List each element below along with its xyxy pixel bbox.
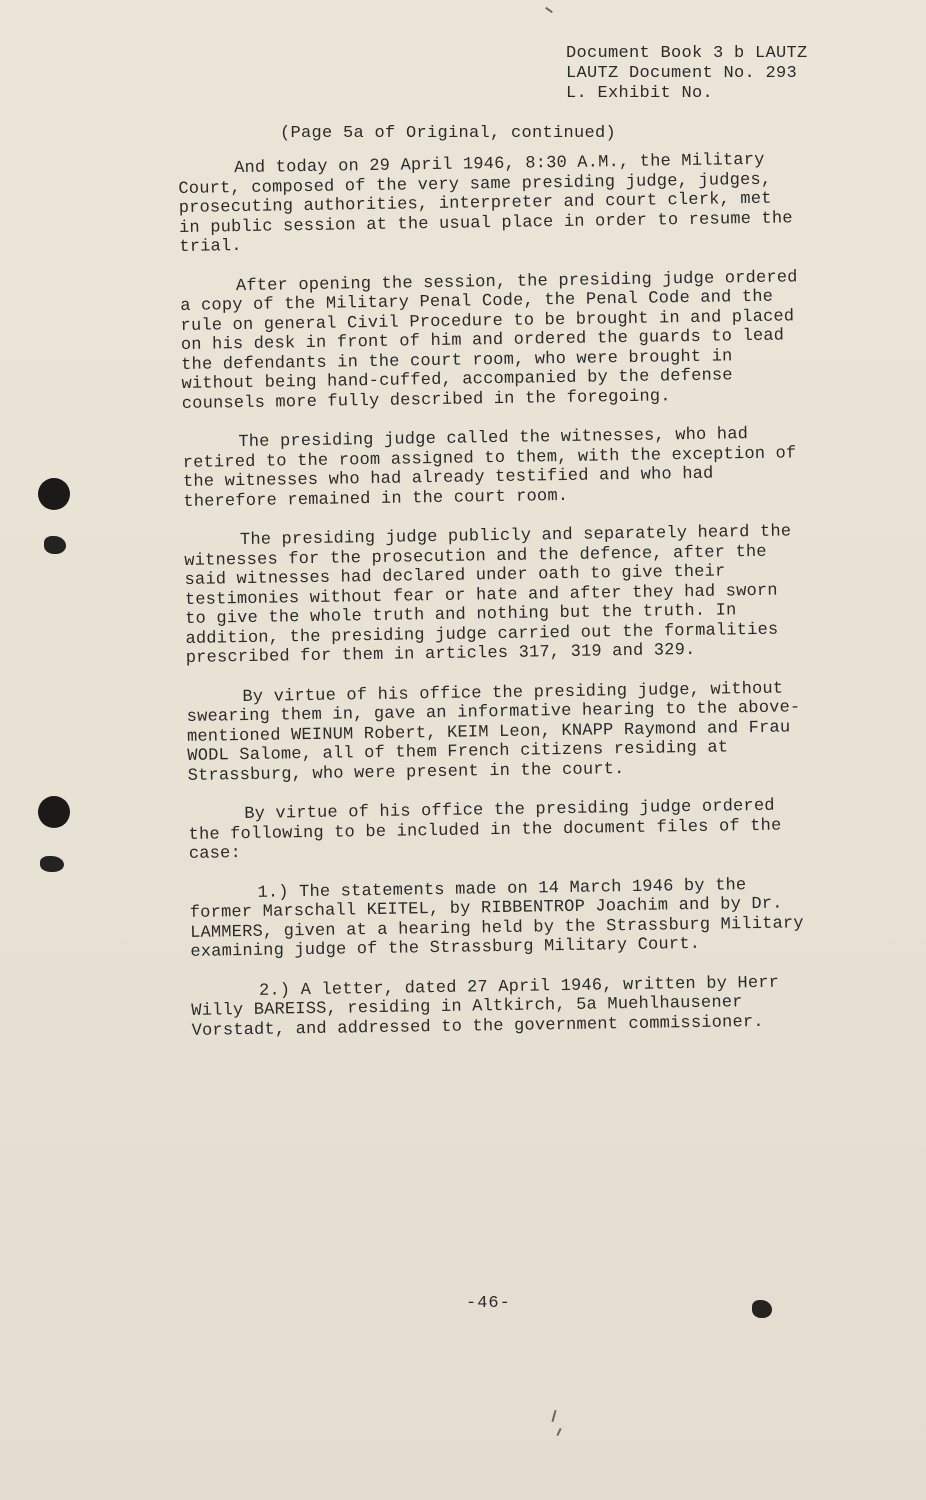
paragraph: By virtue of his office the presiding judge, without swearing them in, gave an informative hearing to the above-mentioned WEINUM Robert, KEIM Leon, KNAPP Raymond and Frau WODL Salome, all of them French citizens residing at Strassburg, who were present in the court. (186, 679, 801, 786)
paragraph: And today on 29 April 1946, 8:30 A.M., the Military Court, composed of the very same presiding judge, judges, prosecuting authorities, interpreter and court clerk, met in public session at the usual place in order to resume the trial. (178, 150, 793, 257)
paragraph: After opening the session, the presiding judge ordered a copy of the Military Penal Code, the Penal Code and the rule on general Civil Procedure to be brought in and placed on his desk in front of him and ordered the guards to lead the defendants in the court room, who were brought in without being hand-cuffed, accompanied by the defense counsels more fully described in the foregoing. (180, 267, 798, 414)
paragraph: The presiding judge called the witnesses, who had retired to the room assigned to them, with the exception of the witnesses who had already testified and who had therefore remained in the court room. (182, 425, 797, 512)
page-number: -46- (466, 1294, 511, 1313)
header-exhibit-number: L. Exhibit No. (566, 84, 714, 103)
paragraph: The presiding judge publicly and separately heard the witnesses for the prosecution and the defence, after the said witnesses had declared under oath to give their testimonies without fear or hate and after they had sworn to give the whole truth and nothing but the truth. In addition, the presiding judge carried out the formalities prescribed for them in articles 317, 319 and 329. (184, 522, 792, 668)
header-document-number: LAUTZ Document No. 293 (566, 64, 798, 83)
list-item: 1.) The statements made on 14 March 1946 by the former Marschall KEITEL, by RIBBENTROP Joachim and by Dr. LAMMERS, given at a hearing held by the Strassburg Military examining judge of the Strassburg Military Court. (189, 875, 804, 962)
page-reference: (Page 5a of Original, continued) (280, 124, 617, 143)
ink-mark (44, 536, 66, 554)
punch-hole-bottom (38, 796, 70, 828)
ink-mark (752, 1300, 772, 1318)
scan-mark (545, 7, 553, 13)
punch-hole-top (38, 478, 70, 510)
paragraph: By virtue of his office the presiding judge ordered the following to be included in the document files of the case: (188, 796, 782, 864)
ink-mark (40, 856, 64, 872)
list-item: 2.) A letter, dated 27 April 1946, written by Herr Willy BAREISS, residing in Altkirch, 5a Muehlhausener Vorstadt, and addressed to the government commissioner. (191, 973, 780, 1041)
scan-mark (551, 1410, 556, 1422)
header-document-book: Document Book 3 b LAUTZ (566, 44, 808, 63)
document-header (566, 44, 808, 104)
scan-mark (556, 1428, 561, 1436)
document-body (178, 150, 810, 1061)
